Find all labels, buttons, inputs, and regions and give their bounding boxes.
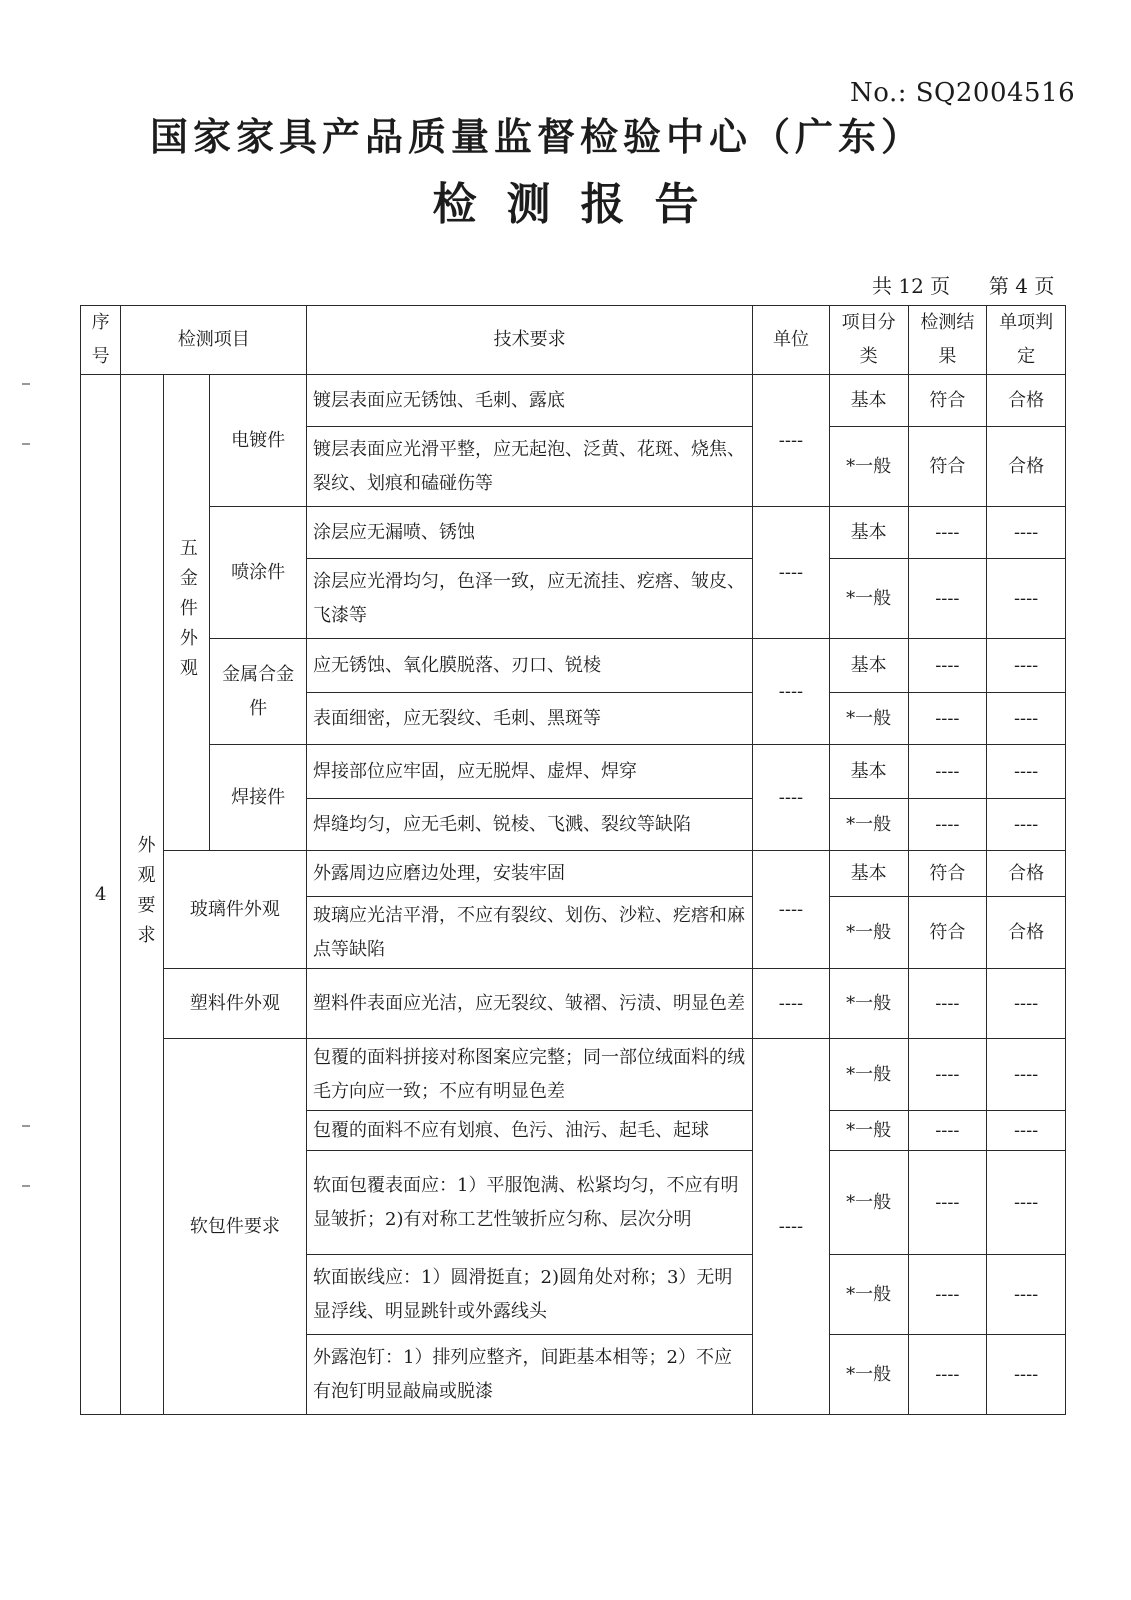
judgement-cell: ---- [987,1111,1066,1151]
margin-mark [22,383,30,385]
spray-name: 喷涂件 [210,507,307,639]
result-cell: ---- [908,1151,987,1255]
judgement-cell: ---- [987,1151,1066,1255]
result-cell: ---- [908,1111,987,1151]
requirement-cell: 镀层表面应无锈蚀、毛刺、露底 [307,375,753,427]
header-requirement: 技术要求 [307,306,753,375]
margin-mark [22,1185,30,1187]
result-cell: ---- [908,745,987,799]
table-row [81,851,1066,897]
category-cell: 基本 [829,851,908,897]
table-row [81,1039,1066,1111]
judgement-cell: ---- [987,1039,1066,1111]
table-row [81,745,1066,799]
result-cell: ---- [908,693,987,745]
requirement-cell: 软面嵌线应：1）圆滑挺直；2)圆角处对称；3）无明显浮线、明显跳针或外露线头 [307,1255,753,1335]
report-subtitle: 检测报告 [432,179,729,230]
group-label: 外观要求 [134,834,156,955]
requirement-cell: 焊缝均匀，应无毛刺、锐棱、飞溅、裂纹等缺陷 [307,799,753,851]
table-row [81,375,1066,427]
result-cell: 符合 [908,427,987,507]
unit-cell: ---- [753,375,830,507]
unit-cell: ---- [753,969,830,1039]
requirement-cell: 焊接部位应牢固，应无脱焊、虚焊、焊穿 [307,745,753,799]
table-row [81,639,1066,693]
result-cell: 符合 [908,897,987,969]
hardware-label: 五金件外观 [176,537,198,688]
page-info [872,270,1054,299]
soft-name: 软包件要求 [163,1039,306,1415]
table-row [81,969,1066,1039]
unit-cell: ---- [753,851,830,969]
category-cell: 基本 [829,375,908,427]
unit-cell: ---- [753,1039,830,1415]
category-cell: *一般 [829,799,908,851]
requirement-cell: 涂层应无漏喷、锈蚀 [307,507,753,559]
requirement-cell: 外露泡钉：1）排列应整齐，间距基本相等；2）不应有泡钉明显敲扁或脱漆 [307,1335,753,1415]
result-cell: ---- [908,507,987,559]
header-seq: 序号 [81,306,121,375]
result-cell: ---- [908,1255,987,1335]
category-cell: *一般 [829,969,908,1039]
category-cell: 基本 [829,639,908,693]
category-cell: *一般 [829,1255,908,1335]
category-cell: *一般 [829,427,908,507]
report-number: No.: SQ2004516 [850,78,1076,108]
hardware-cell [163,375,209,851]
judgement-cell: ---- [987,507,1066,559]
result-cell: ---- [908,559,987,639]
category-cell: *一般 [829,1151,908,1255]
plastic-name: 塑料件外观 [163,969,306,1039]
unit-cell: ---- [753,639,830,745]
judgement-cell: ---- [987,745,1066,799]
margin-mark [22,443,30,445]
judgement-cell: 合格 [987,897,1066,969]
judgement-cell: ---- [987,969,1066,1039]
judgement-cell: 合格 [987,375,1066,427]
header-category: 项目分类 [829,306,908,375]
result-cell: ---- [908,969,987,1039]
header-item: 检测项目 [121,306,307,375]
judgement-cell: ---- [987,799,1066,851]
alloy-name: 金属合金件 [210,639,307,745]
judgement-cell: 合格 [987,851,1066,897]
requirement-cell: 镀层表面应光滑平整，应无起泡、泛黄、花斑、烧焦、裂纹、划痕和磕碰伤等 [307,427,753,507]
result-cell: ---- [908,1039,987,1111]
requirement-cell: 塑料件表面应光洁，应无裂纹、皱褶、污渍、明显色差 [307,969,753,1039]
weld-name: 焊接件 [210,745,307,851]
category-cell: *一般 [829,693,908,745]
category-cell: *一般 [829,1039,908,1111]
margin-mark [22,1125,30,1127]
category-cell: 基本 [829,745,908,799]
requirement-cell: 表面细密，应无裂纹、毛刺、黑斑等 [307,693,753,745]
header-judgement: 单项判定 [987,306,1066,375]
judgement-cell: ---- [987,1335,1066,1415]
result-cell: ---- [908,1335,987,1415]
judgement-cell: ---- [987,1255,1066,1335]
page-total: 共 12 页 [872,274,951,298]
judgement-cell: 合格 [987,427,1066,507]
result-cell: ---- [908,639,987,693]
requirement-cell: 包覆的面料拼接对称图案应完整；同一部位绒面料的绒毛方向应一致；不应有明显色差 [307,1039,753,1111]
judgement-cell: ---- [987,639,1066,693]
category-cell: *一般 [829,897,908,969]
group-cell [121,375,163,1415]
judgement-cell: ---- [987,693,1066,745]
unit-cell: ---- [753,745,830,851]
result-cell: ---- [908,799,987,851]
page-current: 第 4 页 [988,274,1055,298]
result-cell: 符合 [908,375,987,427]
category-cell: *一般 [829,559,908,639]
glass-name: 玻璃件外观 [163,851,306,969]
seq-cell: 4 [81,375,121,1415]
requirement-cell: 涂层应光滑均匀，色泽一致，应无流挂、疙瘩、皱皮、飞漆等 [307,559,753,639]
judgement-cell: ---- [987,559,1066,639]
table-header-row [81,306,1066,375]
requirement-cell: 外露周边应磨边处理，安装牢固 [307,851,753,897]
requirement-cell: 软面包覆表面应：1）平服饱满、松紧均匀，不应有明显皱折；2)有对称工艺性皱折应匀称、层次分明 [307,1151,753,1255]
header-unit: 单位 [753,306,830,375]
unit-cell: ---- [753,507,830,639]
header-result: 检测结果 [908,306,987,375]
requirement-cell: 玻璃应光洁平滑，不应有裂纹、划伤、沙粒、疙瘩和麻点等缺陷 [307,897,753,969]
table-row [81,507,1066,559]
requirement-cell: 包覆的面料不应有划痕、色污、油污、起毛、起球 [307,1111,753,1151]
requirement-cell: 应无锈蚀、氧化膜脱落、刃口、锐棱 [307,639,753,693]
inspection-table [80,305,1066,1415]
report-title: 国家家具产品质量监督检验中心（广东） [150,114,925,159]
category-cell: *一般 [829,1111,908,1151]
result-cell: 符合 [908,851,987,897]
electroplate-name: 电镀件 [210,375,307,507]
category-cell: *一般 [829,1335,908,1415]
category-cell: 基本 [829,507,908,559]
